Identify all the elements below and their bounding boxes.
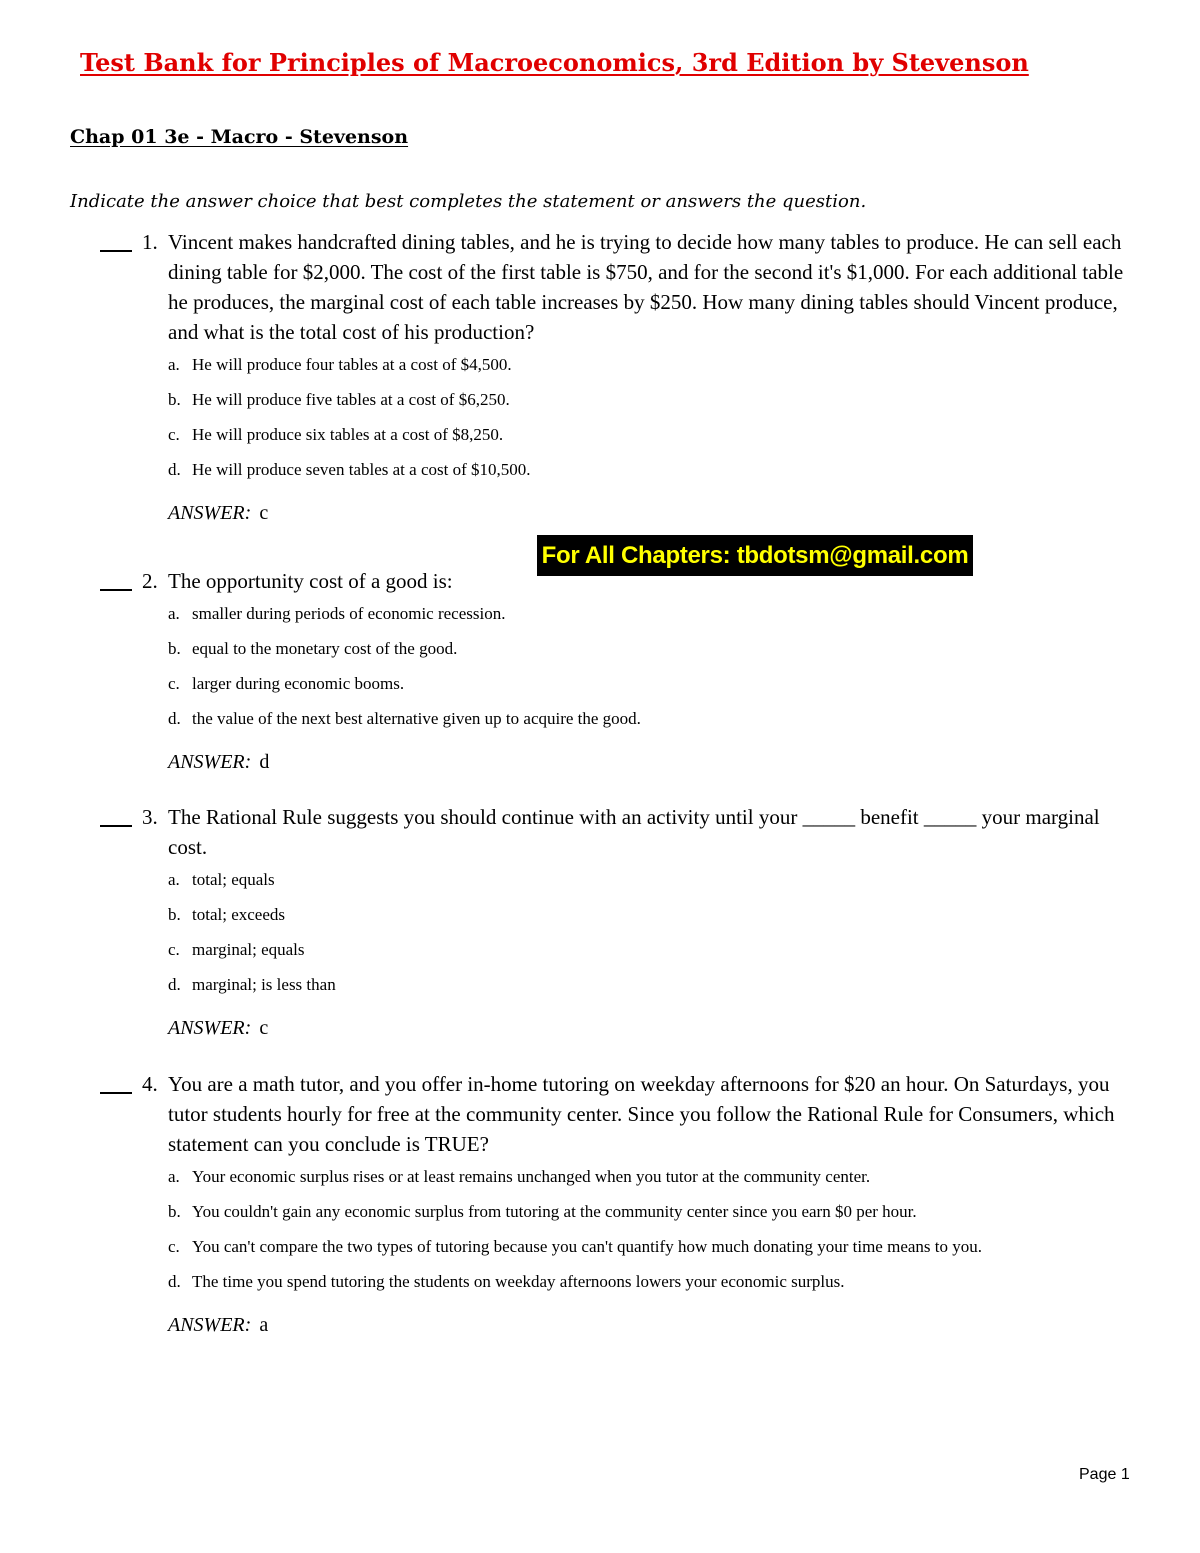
question-text: Vincent makes handcrafted dining tables, and he is trying to decide how many tables to produce. He can sell each dining table for $2,000. The cost of the first table is $750, and for the second it's $1,000. For each additional table he produces, the marginal cost of each table increases by $250. How many dining tables should Vincent produce, and what is the total cost of his production? [168, 230, 1124, 344]
answer-line [168, 1314, 1140, 1337]
answer-value: c [259, 1017, 269, 1039]
option-letter: c. [168, 1237, 180, 1256]
option-text: total; equals [192, 870, 275, 889]
option-letter: d. [168, 975, 181, 994]
answer-blank[interactable] [100, 589, 132, 591]
option-letter: b. [168, 905, 181, 924]
option-text: He will produce seven tables at a cost of $10,500. [192, 460, 531, 479]
option-text: the value of the next best alternative given up to acquire the good. [192, 709, 641, 728]
option-c [168, 422, 1072, 447]
question-3 [100, 802, 1140, 1040]
option-list [168, 352, 1140, 482]
option-list [168, 601, 1140, 731]
option-b [168, 902, 1072, 927]
question-text: The opportunity cost of a good is: [168, 569, 453, 593]
option-letter: d. [168, 460, 181, 479]
option-d [168, 972, 1072, 997]
answer-blank[interactable] [100, 1092, 132, 1094]
option-text: larger during economic booms. [192, 674, 405, 693]
document-title: Test Bank for Principles of Macroeconomics, 3rd Edition by Stevenson [80, 48, 1029, 77]
option-letter: b. [168, 1202, 181, 1221]
option-text: equal to the monetary cost of the good. [192, 639, 458, 658]
option-a [168, 867, 1072, 892]
option-letter: d. [168, 1272, 181, 1291]
option-text: smaller during periods of economic recession. [192, 604, 506, 623]
answer-value: a [259, 1314, 269, 1336]
option-letter: c. [168, 425, 180, 444]
page-number: Page 1 [1079, 1466, 1130, 1483]
option-c [168, 937, 1072, 962]
option-a [168, 601, 1072, 626]
option-b [168, 636, 1072, 661]
option-text: marginal; is less than [192, 975, 336, 994]
instructions: Indicate the answer choice that best completes the statement or answers the question. [70, 191, 867, 212]
option-list [168, 1164, 1140, 1294]
option-c [168, 671, 1072, 696]
option-letter: c. [168, 674, 180, 693]
option-text: He will produce four tables at a cost of $4,500. [192, 355, 512, 374]
option-letter: b. [168, 639, 181, 658]
answer-line [168, 1017, 1140, 1040]
option-text: The time you spend tutoring the students on weekday afternoons lowers your economic surplus. [192, 1272, 845, 1291]
option-c [168, 1234, 1072, 1259]
option-letter: d. [168, 709, 181, 728]
option-b [168, 1199, 1072, 1224]
option-d [168, 706, 1072, 731]
option-d [168, 457, 1072, 482]
option-letter: b. [168, 390, 181, 409]
option-d [168, 1269, 1072, 1294]
question-number: 3. [142, 805, 158, 829]
option-list [168, 867, 1140, 997]
option-text: You can't compare the two types of tutoring because you can't quantify how much donating your time means to you. [192, 1237, 983, 1256]
option-text: marginal; equals [192, 940, 305, 959]
option-letter: a. [168, 355, 180, 374]
option-letter: a. [168, 604, 180, 623]
promo-banner: For All Chapters: tbdotsm@gmail.com [537, 535, 973, 576]
answer-label: ANSWER: [168, 502, 252, 524]
question-2 [100, 566, 1140, 774]
answer-line [168, 502, 1140, 525]
question-number: 2. [142, 569, 158, 593]
option-a [168, 1164, 1072, 1189]
answer-blank[interactable] [100, 825, 132, 827]
answer-value: d [259, 751, 270, 773]
option-letter: c. [168, 940, 180, 959]
question-number: 1. [142, 230, 158, 254]
chapter-title: Chap 01 3e - Macro - Stevenson [70, 126, 409, 148]
option-letter: a. [168, 870, 180, 889]
option-b [168, 387, 1072, 412]
question-number: 4. [142, 1072, 158, 1096]
question-text: The Rational Rule suggests you should continue with an activity until your _____ benefit _____ your marginal cost. [168, 805, 1100, 859]
question-1 [100, 227, 1140, 525]
answer-line [168, 751, 1140, 774]
option-a [168, 352, 1072, 377]
option-text: Your economic surplus rises or at least remains unchanged when you tutor at the community center. [192, 1167, 871, 1186]
question-text: You are a math tutor, and you offer in-home tutoring on weekday afternoons for $20 an hour. On Saturdays, you tutor students hourly for free at the community center. Since you follow the Rational Rule for Consumers, which statement can you conclude is TRUE? [168, 1072, 1115, 1156]
option-text: total; exceeds [192, 905, 285, 924]
option-letter: a. [168, 1167, 180, 1186]
answer-blank[interactable] [100, 250, 132, 252]
answer-value: c [259, 502, 269, 524]
answer-label: ANSWER: [168, 1017, 252, 1039]
question-4 [100, 1069, 1140, 1337]
answer-label: ANSWER: [168, 1314, 252, 1336]
option-text: He will produce six tables at a cost of $8,250. [192, 425, 504, 444]
option-text: He will produce five tables at a cost of $6,250. [192, 390, 510, 409]
option-text: You couldn't gain any economic surplus from tutoring at the community center since you earn $0 per hour. [192, 1202, 917, 1221]
answer-label: ANSWER: [168, 751, 252, 773]
